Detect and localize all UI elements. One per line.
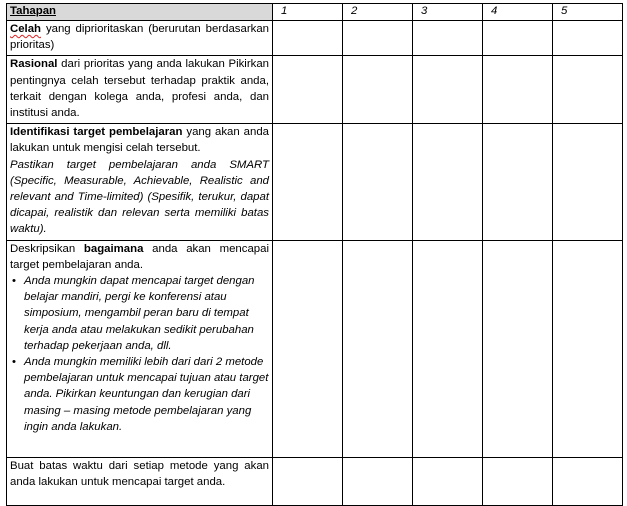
table-cell[interactable]	[553, 457, 623, 505]
table-cell[interactable]	[553, 56, 623, 124]
table-cell[interactable]	[553, 240, 623, 457]
table-row	[7, 124, 623, 240]
table-cell[interactable]	[273, 124, 343, 240]
table-cell[interactable]	[273, 457, 343, 505]
table-cell[interactable]	[413, 457, 483, 505]
table-row	[7, 240, 623, 457]
table-cell[interactable]	[483, 240, 553, 457]
table-cell[interactable]	[483, 21, 553, 56]
row-celah-label: Celah yang diprioritaskan (berurutan berdasarkan prioritas)	[7, 21, 273, 56]
method-bullet-list	[10, 273, 269, 435]
table-cell[interactable]	[413, 240, 483, 457]
list-item: • Anda mungkin dapat mencapai target dengan belajar mandiri, pergi ke konferensi atau simposium, mengambil peran baru di tempat kerja anda atau melakukan sedikit perubahan terhadap pekerjaan anda, dll.	[24, 273, 269, 354]
smart-note: Pastikan target pembelajaran anda SMART (Specific, Measurable, Achievable, Realistic and relevant and Time-limited) (Spesifik, terukur, dapat dicapai, realistik dan relevan serta memiliki batas waktu).	[10, 158, 269, 236]
header-col-2: 2	[343, 4, 413, 21]
table-cell[interactable]	[273, 56, 343, 124]
learning-plan-table	[6, 3, 623, 506]
table-row	[7, 21, 623, 56]
table-cell[interactable]	[413, 124, 483, 240]
row-rasional-label: Rasional dari prioritas yang anda lakukan Pikirkan pentingnya celah tersebut terhadap praktik anda, terkait dengan kolega anda, profesi anda, dan institusi anda.	[7, 56, 273, 124]
list-item: • Anda mungkin memiliki lebih dari dari 2 metode pembelajaran untuk mencapai tujuan atau target anda. Pikirkan keuntungan dan kerugian dari masing – masing metode pembelajaran yang ingin anda lakukan.	[24, 354, 269, 435]
row-bagaimana-label: Deskripsikan bagaimana anda akan mencapai target pembelajaran anda. • Anda mungkin dapat mencapai target dengan belajar mandiri, pergi ke konferensi atau simposium, mengambil peran baru di tempat kerja anda atau melakukan sedikit perubahan terhadap pekerjaan anda, dll. • Anda mungkin memiliki lebih dari dari 2 metode pembelajaran untuk mencapai tujuan atau target anda. Pikirkan keuntungan dan kerugian dari masing – masing metode pembelajaran yang ingin anda lakukan.	[7, 240, 273, 457]
header-tahapan: Tahapan	[7, 4, 273, 21]
table-cell[interactable]	[343, 21, 413, 56]
table-cell[interactable]	[273, 240, 343, 457]
table-cell[interactable]	[483, 124, 553, 240]
header-col-4: 4	[483, 4, 553, 21]
row-batas-waktu-label: Buat batas waktu dari setiap metode yang akan anda lakukan untuk mencapai target anda.	[7, 457, 273, 505]
row-target-label: Identifikasi target pembelajaran yang akan anda lakukan untuk mengisi celah tersebut. Pastikan target pembelajaran anda SMART (Specific, Measurable, Achievable, Realistic and relevant and Time-limited) (Spesifik, terukur, dapat dicapai, realistik dan relevan serta memiliki batas waktu).	[7, 124, 273, 240]
header-col-3: 3	[413, 4, 483, 21]
header-col-1: 1	[273, 4, 343, 21]
table-cell[interactable]	[273, 21, 343, 56]
table-cell[interactable]	[413, 21, 483, 56]
planning-table-wrapper	[6, 3, 623, 506]
table-cell[interactable]	[343, 457, 413, 505]
table-cell[interactable]	[413, 56, 483, 124]
table-cell[interactable]	[483, 56, 553, 124]
table-cell[interactable]	[343, 56, 413, 124]
table-row	[7, 457, 623, 505]
header-col-5: 5	[553, 4, 623, 21]
table-cell[interactable]	[553, 124, 623, 240]
table-cell[interactable]	[343, 124, 413, 240]
table-row	[7, 56, 623, 124]
table-cell[interactable]	[553, 21, 623, 56]
header-row	[7, 4, 623, 21]
table-cell[interactable]	[483, 457, 553, 505]
table-cell[interactable]	[343, 240, 413, 457]
